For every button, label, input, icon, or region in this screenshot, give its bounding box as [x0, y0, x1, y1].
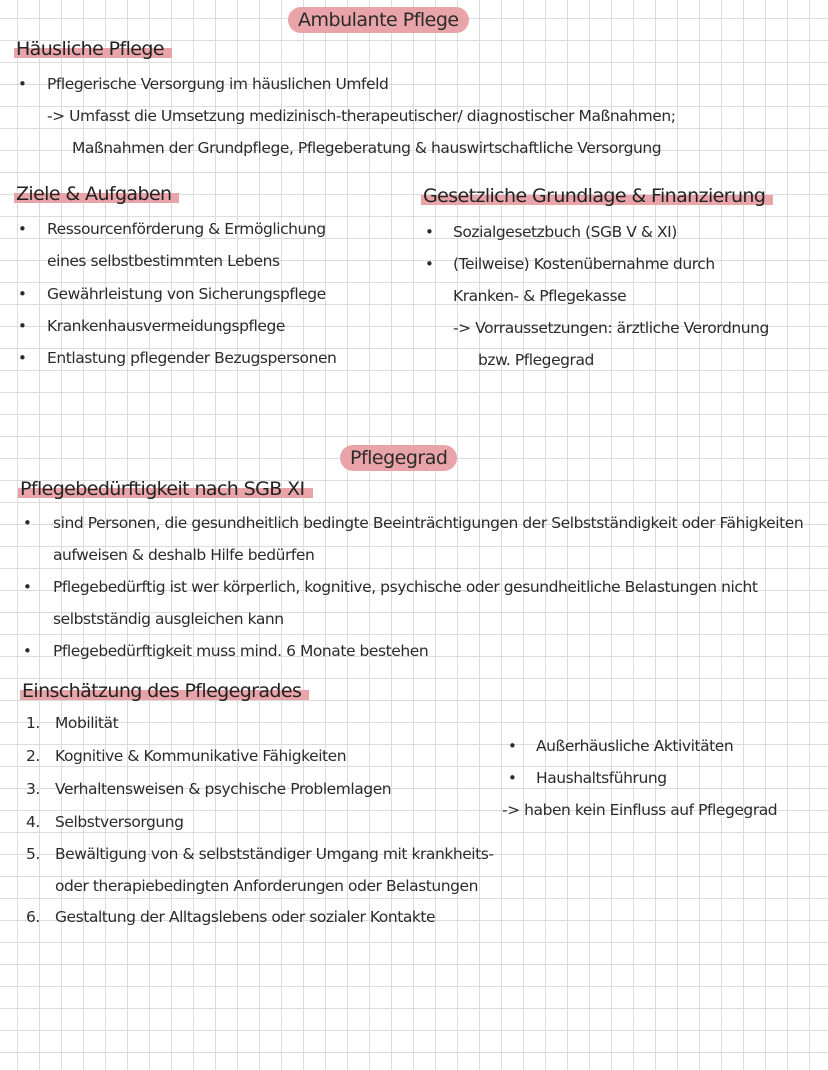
- gesetz-line: (Teilweise) Kostenübernahme durch: [453, 255, 715, 273]
- ziele-item: Gewährleistung von Sicherungspflege: [47, 285, 326, 303]
- list-number: 5.: [26, 845, 40, 863]
- list-number: 4.: [26, 813, 40, 831]
- page-title: Ambulante Pflege: [288, 7, 469, 33]
- beduerftigkeit-line: sind Personen, die gesundheitlich bedingte Beeinträchtigungen der Selbstständigkeit oder Fähigkeiten: [53, 514, 804, 532]
- gesetz-line: -> Vorraussetzungen: ärztliche Verordnung: [453, 319, 769, 337]
- haeusliche-detail-1: -> Umfasst die Umsetzung medizinisch-therapeutischer/ diagnostischer Maßnahmen;: [47, 107, 676, 125]
- bullet-dot: •: [425, 223, 434, 241]
- beduerftigkeit-line: Pflegebedürftig ist wer körperlich, kognitive, psychische oder gesundheitliche Belastungen nicht: [53, 578, 758, 596]
- pflegegrad-title: Pflegegrad: [340, 445, 457, 471]
- gesetz-line: Sozialgesetzbuch (SGB V & XI): [453, 223, 677, 241]
- bullet-dot: •: [425, 255, 434, 273]
- bullet-dot: •: [18, 220, 27, 238]
- bullet-dot: •: [18, 317, 27, 335]
- haeusliche-detail-2: Maßnahmen der Grundpflege, Pflegeberatung & hauswirtschaftliche Versorgung: [72, 139, 662, 157]
- beduerftigkeit-heading: Pflegebedürftigkeit nach SGB XI: [18, 477, 313, 501]
- haeusliche-heading: Häusliche Pflege: [14, 37, 172, 61]
- gesetz-heading: Gesetzliche Grundlage & Finanzierung: [421, 184, 773, 208]
- bullet-dot: •: [508, 769, 517, 787]
- list-number: 3.: [26, 780, 40, 798]
- einschaetzung-item: Mobilität: [55, 714, 119, 732]
- ziele-item: eines selbstbestimmten Lebens: [47, 252, 280, 270]
- einschaetzung-heading: Einschätzung des Pflegegrades: [20, 679, 309, 703]
- bullet-dot: •: [18, 349, 27, 367]
- list-number: 1.: [26, 714, 40, 732]
- side-note: Haushaltsführung: [536, 769, 667, 787]
- gesetz-line: bzw. Pflegegrad: [478, 351, 594, 369]
- einschaetzung-item: oder therapiebedingten Anforderungen oder Belastungen: [55, 877, 478, 895]
- gesetz-line: Kranken- & Pflegekasse: [453, 287, 627, 305]
- einschaetzung-item: Gestaltung der Alltagslebens oder sozialer Kontakte: [55, 908, 436, 926]
- side-note: Außerhäusliche Aktivitäten: [536, 737, 734, 755]
- bullet-dot: •: [23, 514, 32, 532]
- haeusliche-bullet: Pflegerische Versorgung im häuslichen Umfeld: [47, 75, 389, 93]
- list-number: 6.: [26, 908, 40, 926]
- ziele-heading: Ziele & Aufgaben: [14, 182, 179, 206]
- ziele-item: Krankenhausvermeidungspflege: [47, 317, 285, 335]
- beduerftigkeit-line: aufweisen & deshalb Hilfe bedürfen: [53, 546, 315, 564]
- bullet-dot: •: [23, 642, 32, 660]
- einschaetzung-item: Bewältigung von & selbstständiger Umgang mit krankheits-: [55, 845, 494, 863]
- bullet-dot: •: [18, 285, 27, 303]
- ziele-item: Ressourcenförderung & Ermöglichung: [47, 220, 326, 238]
- einschaetzung-item: Selbstversorgung: [55, 813, 184, 831]
- list-number: 2.: [26, 747, 40, 765]
- side-note: -> haben kein Einfluss auf Pflegegrad: [502, 801, 778, 819]
- bullet-dot: •: [23, 578, 32, 596]
- bullet-dot: •: [508, 737, 517, 755]
- ziele-item: Entlastung pflegender Bezugspersonen: [47, 349, 337, 367]
- beduerftigkeit-line: Pflegebedürftigkeit muss mind. 6 Monate bestehen: [53, 642, 429, 660]
- einschaetzung-item: Verhaltensweisen & psychische Problemlagen: [55, 780, 392, 798]
- einschaetzung-item: Kognitive & Kommunikative Fähigkeiten: [55, 747, 347, 765]
- beduerftigkeit-line: selbstständig ausgleichen kann: [53, 610, 284, 628]
- bullet-dot: •: [18, 75, 27, 93]
